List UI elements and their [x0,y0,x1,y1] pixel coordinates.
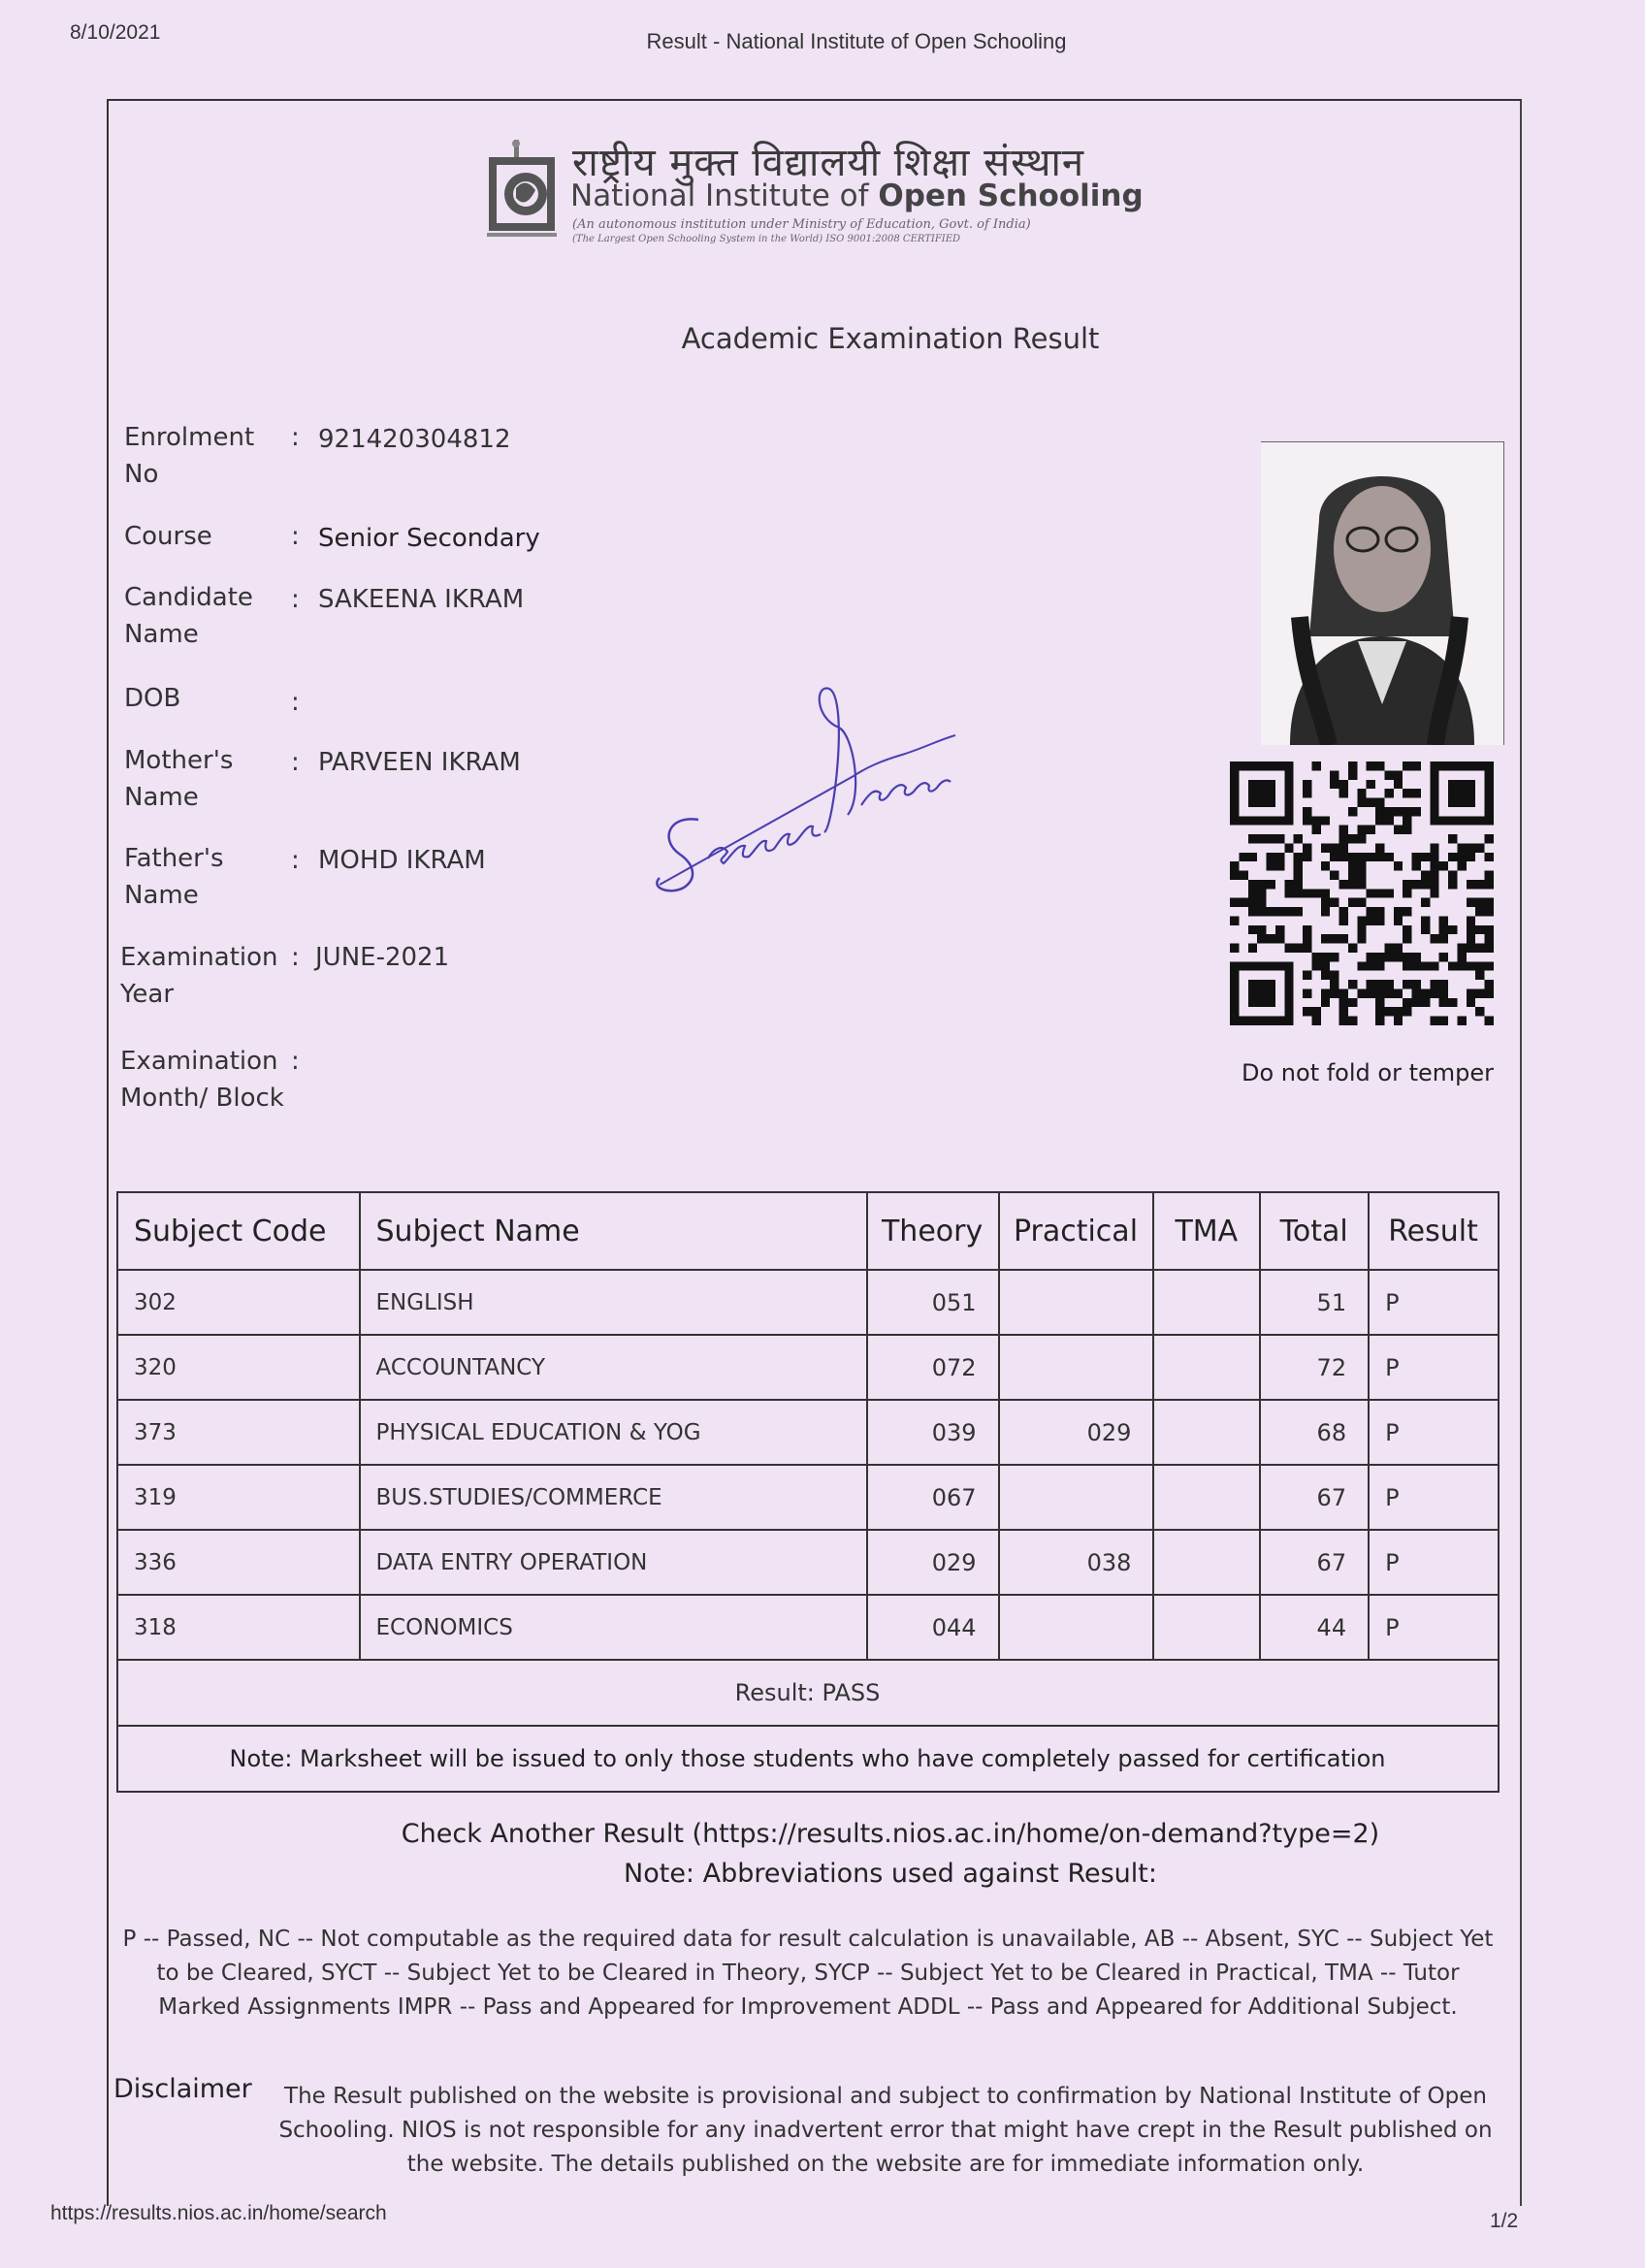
header-subject-name: Subject Name [360,1192,867,1270]
course-label: Course [124,522,212,551]
enrolment-value: 921420304812 [318,425,511,454]
candidate-name-value: SAKEENA IKRAM [318,585,525,614]
disclaimer-label: Disclaimer [113,2074,252,2104]
qr-note: Do not fold or temper [1242,1059,1494,1086]
table-row [117,1335,1499,1400]
cell-theory: 029 [867,1530,999,1595]
cell-result: P [1369,1595,1499,1660]
cell-total: 51 [1260,1270,1369,1335]
mother-name-label: Mother's Name [124,746,234,812]
results-table [116,1191,1500,1793]
cell-practical: 029 [999,1400,1154,1465]
cell-practical [999,1465,1154,1530]
check-another-label: Check Another Result [401,1819,684,1849]
page-title: Academic Examination Result [681,322,1100,355]
cell-name: ECONOMICS [360,1595,867,1660]
cell-tma [1153,1465,1260,1530]
header-total: Total [1260,1192,1369,1270]
institute-name-bold: Open Schooling [878,178,1144,213]
cell-name: BUS.STUDIES/COMMERCE [360,1465,867,1530]
marksheet-note: Note: Marksheet will be issued to only those students who have completely passed for certification [117,1726,1499,1792]
exam-year-value: JUNE-2021 [315,943,450,972]
mother-name-colon: : [291,748,300,777]
cell-code: 336 [117,1530,360,1595]
header-tma: TMA [1153,1192,1260,1270]
course-colon: : [291,522,300,551]
cell-name: PHYSICAL EDUCATION & YOG [360,1400,867,1465]
print-page-number: 1/2 [1490,2210,1519,2232]
cell-total: 72 [1260,1335,1369,1400]
cell-code: 373 [117,1400,360,1465]
cell-tma [1153,1335,1260,1400]
abbreviations-title: Note: Abbreviations used against Result: [624,1859,1157,1889]
exam-year-label: Examination Year [120,943,278,1009]
print-title: Result - National Institute of Open Schooling [646,29,1067,53]
table-row [117,1595,1499,1660]
cell-name: ACCOUNTANCY [360,1335,867,1400]
table-row [117,1400,1499,1465]
abbreviations-text: P -- Passed, NC -- Not computable as the required data for result calculation is unavailable, AB -- Absent, SYC -- Subject Yet to be Cleared, SYCT -- Subject Yet to be Cleared in Theory, SYCP -- Subject Yet to be Cleared in Practical, TMA -- Tutor Marked Assignments IMPR -- Pass and Appeared for Improvement ADDL -- Pass and Appeared for Additional Subject. [122,1927,1494,2020]
exam-year-colon: : [291,943,300,972]
print-footer-url: https://results.nios.ac.in/home/search [50,2202,387,2224]
cell-result: P [1369,1530,1499,1595]
enrolment-label: Enrolment No [124,423,255,489]
institute-name [570,178,1144,213]
cell-tma [1153,1530,1260,1595]
dob-colon: : [291,688,300,717]
candidate-name-colon: : [291,585,300,614]
father-name-value: MOHD IKRAM [318,846,486,875]
print-date: 8/10/2021 [70,21,161,44]
cell-theory: 067 [867,1465,999,1530]
cell-result: P [1369,1465,1499,1530]
disclaimer-text: The Result published on the website is provisional and subject to confirmation by National Institute of Open Schooling. NIOS is not responsible for any inadvertent error that might have crept in the Result published on the website. The details published on the website are for immediate information only. [278,2084,1493,2177]
cell-total: 44 [1260,1595,1369,1660]
cell-code: 318 [117,1595,360,1660]
candidate-signature [640,660,970,902]
cell-result: P [1369,1270,1499,1335]
cell-practical [999,1335,1154,1400]
table-row [117,1270,1499,1335]
exam-block-colon: : [291,1047,300,1076]
header-practical: Practical [999,1192,1154,1270]
cell-theory: 039 [867,1400,999,1465]
document-frame [107,99,1522,2206]
cell-total: 68 [1260,1400,1369,1465]
institute-subtitle: (An autonomous institution under Ministry of Education, Govt. of India) [572,217,1031,232]
cell-total: 67 [1260,1530,1369,1595]
cell-result: P [1369,1400,1499,1465]
table-header-row [117,1192,1499,1270]
mother-name-value: PARVEEN IKRAM [318,748,521,777]
result-summary: Result: PASS [117,1660,1499,1726]
check-another-result [0,1819,1645,1849]
cell-name: ENGLISH [360,1270,867,1335]
cell-name: DATA ENTRY OPERATION [360,1530,867,1595]
candidate-photo [1261,441,1504,745]
cell-tma [1153,1270,1260,1335]
header-theory: Theory [867,1192,999,1270]
cell-code: 319 [117,1465,360,1530]
father-name-colon: : [291,846,300,875]
marksheet-note-row [117,1726,1499,1792]
institute-tagline: (The Largest Open Schooling System in the World) ISO 9001:2008 CERTIFIED [572,234,961,244]
cell-tma [1153,1400,1260,1465]
cell-theory: 051 [867,1270,999,1335]
cell-theory: 044 [867,1595,999,1660]
result-summary-row [117,1660,1499,1726]
exam-block-label: Examination Month/ Block [120,1047,284,1113]
father-name-label: Father's Name [124,844,224,910]
cell-practical: 038 [999,1530,1154,1595]
cell-code: 302 [117,1270,360,1335]
check-another-link[interactable]: (https://results.nios.ac.in/home/on-demand?type=2) [683,1819,1380,1849]
cell-practical [999,1270,1154,1335]
cell-result: P [1369,1335,1499,1400]
dob-label: DOB [124,684,181,713]
cell-practical [999,1595,1154,1660]
cell-theory: 072 [867,1335,999,1400]
header-subject-code: Subject Code [117,1192,360,1270]
course-value: Senior Secondary [318,524,540,553]
nios-logo-icon [487,138,568,243]
header-result: Result [1369,1192,1499,1270]
cell-code: 320 [117,1335,360,1400]
enrolment-colon: : [291,423,300,452]
institute-name-prefix: National Institute of [570,178,879,213]
table-row [117,1465,1499,1530]
table-row [117,1530,1499,1595]
institute-name-hindi: राष्ट्रीय मुक्त विद्यालयी शिक्षा संस्थान [572,141,1085,185]
candidate-name-label: Candidate Name [124,583,253,649]
cell-total: 67 [1260,1465,1369,1530]
qr-code [1230,761,1494,1025]
cell-tma [1153,1595,1260,1660]
